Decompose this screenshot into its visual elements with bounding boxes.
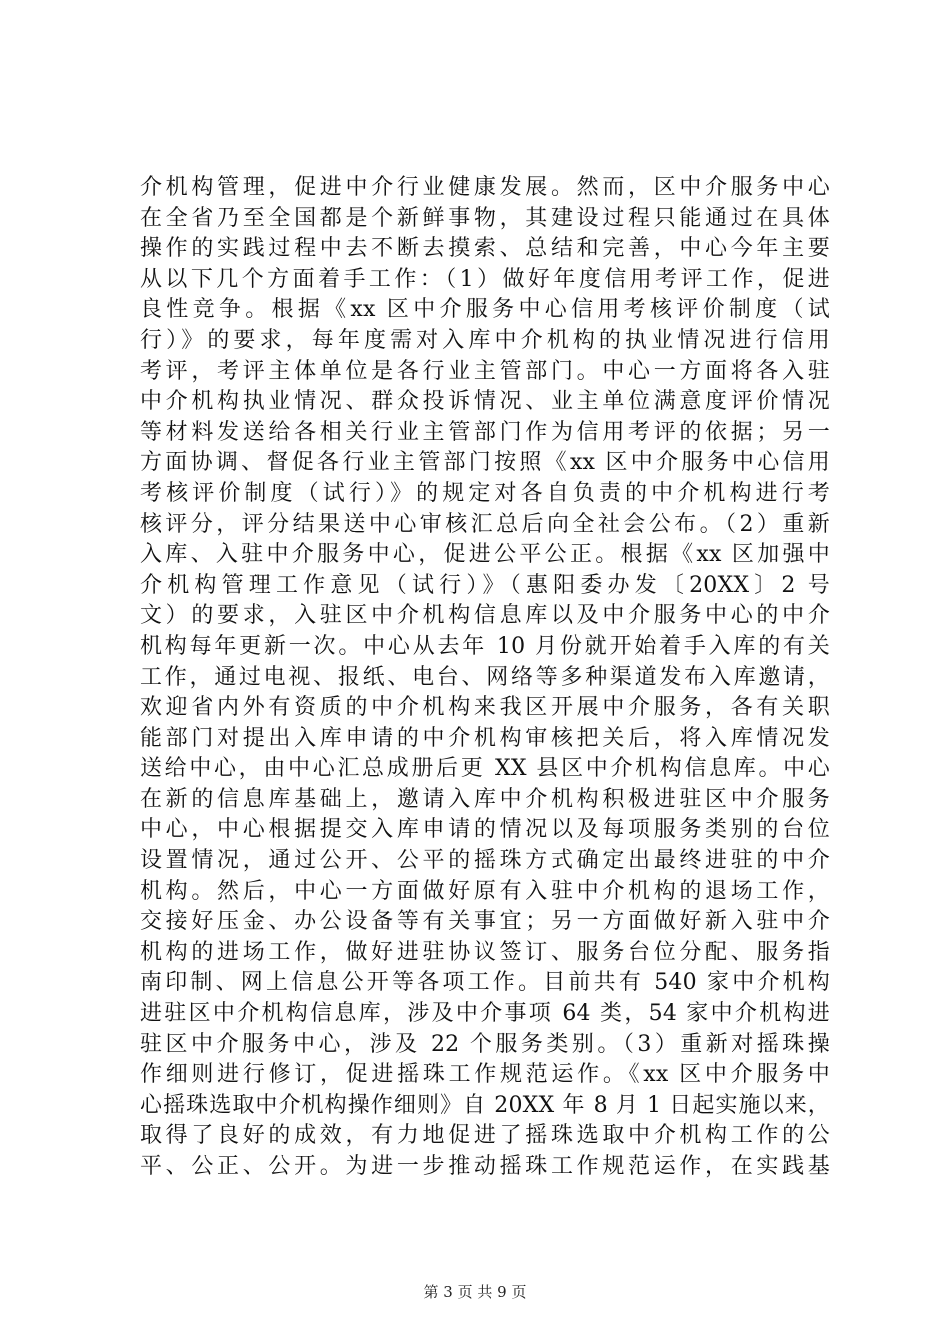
text-line: 考核评价制度（试行）》的规定对各自负责的中介机构进行考 (140, 480, 830, 506)
text-line: 进驻区中介机构信息库，涉及中介事项 64 类，54 家中介机构进 (140, 1001, 830, 1027)
text-line: 能部门对提出入库申请的中介机构审核把关后，将入库情况发 (140, 725, 830, 751)
text-line: 中介机构执业情况、群众投诉情况、业主单位满意度评价情况 (140, 389, 830, 415)
page-number: 第 3 页 共 9 页 (423, 1283, 527, 1301)
text-line: 机构每年更新一次。中心从去年 10 月份就开始着手入库的有关 (140, 633, 830, 659)
text-line: 行）》的要求，每年度需对入库中介机构的执业情况进行信用 (140, 327, 830, 353)
text-line: 欢迎省内外有资质的中介机构来我区开展中介服务，各有关职 (140, 695, 830, 721)
text-line: 良性竞争。根据《xx 区中介服务中心信用考核评价制度（试 (140, 297, 830, 323)
text-line: 考评，考评主体单位是各行业主管部门。中心一方面将各入驻 (140, 358, 830, 384)
text-line: 文）的要求，入驻区中介机构信息库以及中介服务中心的中介 (140, 603, 830, 629)
text-line: 设置情况，通过公开、公平的摇珠方式确定出最终进驻的中介 (140, 848, 830, 874)
text-line: 从以下几个方面着手工作：（1）做好年度信用考评工作，促进 (140, 266, 830, 292)
text-line: 送给中心，由中心汇总成册后更 XX 县区中介机构信息库。中心 (140, 756, 830, 782)
text-line: 入库、入驻中介服务中心，促进公平公正。根据《xx 区加强中 (140, 542, 830, 568)
text-line: 交接好压金、办公设备等有关事宜；另一方面做好新入驻中介 (140, 909, 830, 935)
text-line: 介机构管理，促进中介行业健康发展。然而，区中介服务中心 (140, 175, 830, 200)
text-line: 机构的进场工作，做好进驻协议签订、服务台位分配、服务指 (140, 939, 830, 965)
text-line: 南印制、网上信息公开等各项工作。目前共有 540 家中介机构 (140, 970, 830, 996)
text-line: 机构。然后，中心一方面做好原有入驻中介机构的退场工作， (140, 878, 830, 904)
text-line: 操作的实践过程中去不断去摸索、总结和完善，中心今年主要 (140, 236, 830, 262)
text-line: 取得了良好的成效，有力地促进了摇珠选取中介机构工作的公 (140, 1123, 830, 1149)
text-line: 作细则进行修订，促进摇珠工作规范运作。《xx 区中介服务中 (140, 1062, 830, 1088)
text-line: 方面协调、督促各行业主管部门按照《xx 区中介服务中心信用 (140, 450, 830, 476)
text-line: 中心，中心根据提交入库申请的情况以及每项服务类别的台位 (140, 817, 830, 843)
text-line: 平、公正、公开。为进一步推动摇珠工作规范运作，在实践基 (140, 1154, 830, 1179)
text-line: 心摇珠选取中介机构操作细则》自 20XX 年 8 月 1 日起实施以来， (140, 1092, 830, 1118)
body-text (140, 173, 830, 1183)
text-line: 工作，通过电视、报纸、电台、网络等多种渠道发布入库邀请， (140, 664, 830, 690)
page-footer (0, 1282, 950, 1302)
text-line: 在新的信息库基础上，邀请入库中介机构积极进驻区中介服务 (140, 786, 830, 812)
text-line: 核评分，评分结果送中心审核汇总后向全社会公布。（2）重新 (140, 511, 830, 537)
text-line: 在全省乃至全国都是个新鲜事物，其建设过程只能通过在具体 (140, 205, 830, 231)
text-line: 等材料发送给各相关行业主管部门作为信用考评的依据；另一 (140, 419, 830, 445)
text-line: 介机构管理工作意见（试行）》（惠阳委办发〔20XX〕2 号 (140, 572, 830, 598)
text-line: 驻区中介服务中心，涉及 22 个服务类别。（3）重新对摇珠操 (140, 1031, 830, 1057)
